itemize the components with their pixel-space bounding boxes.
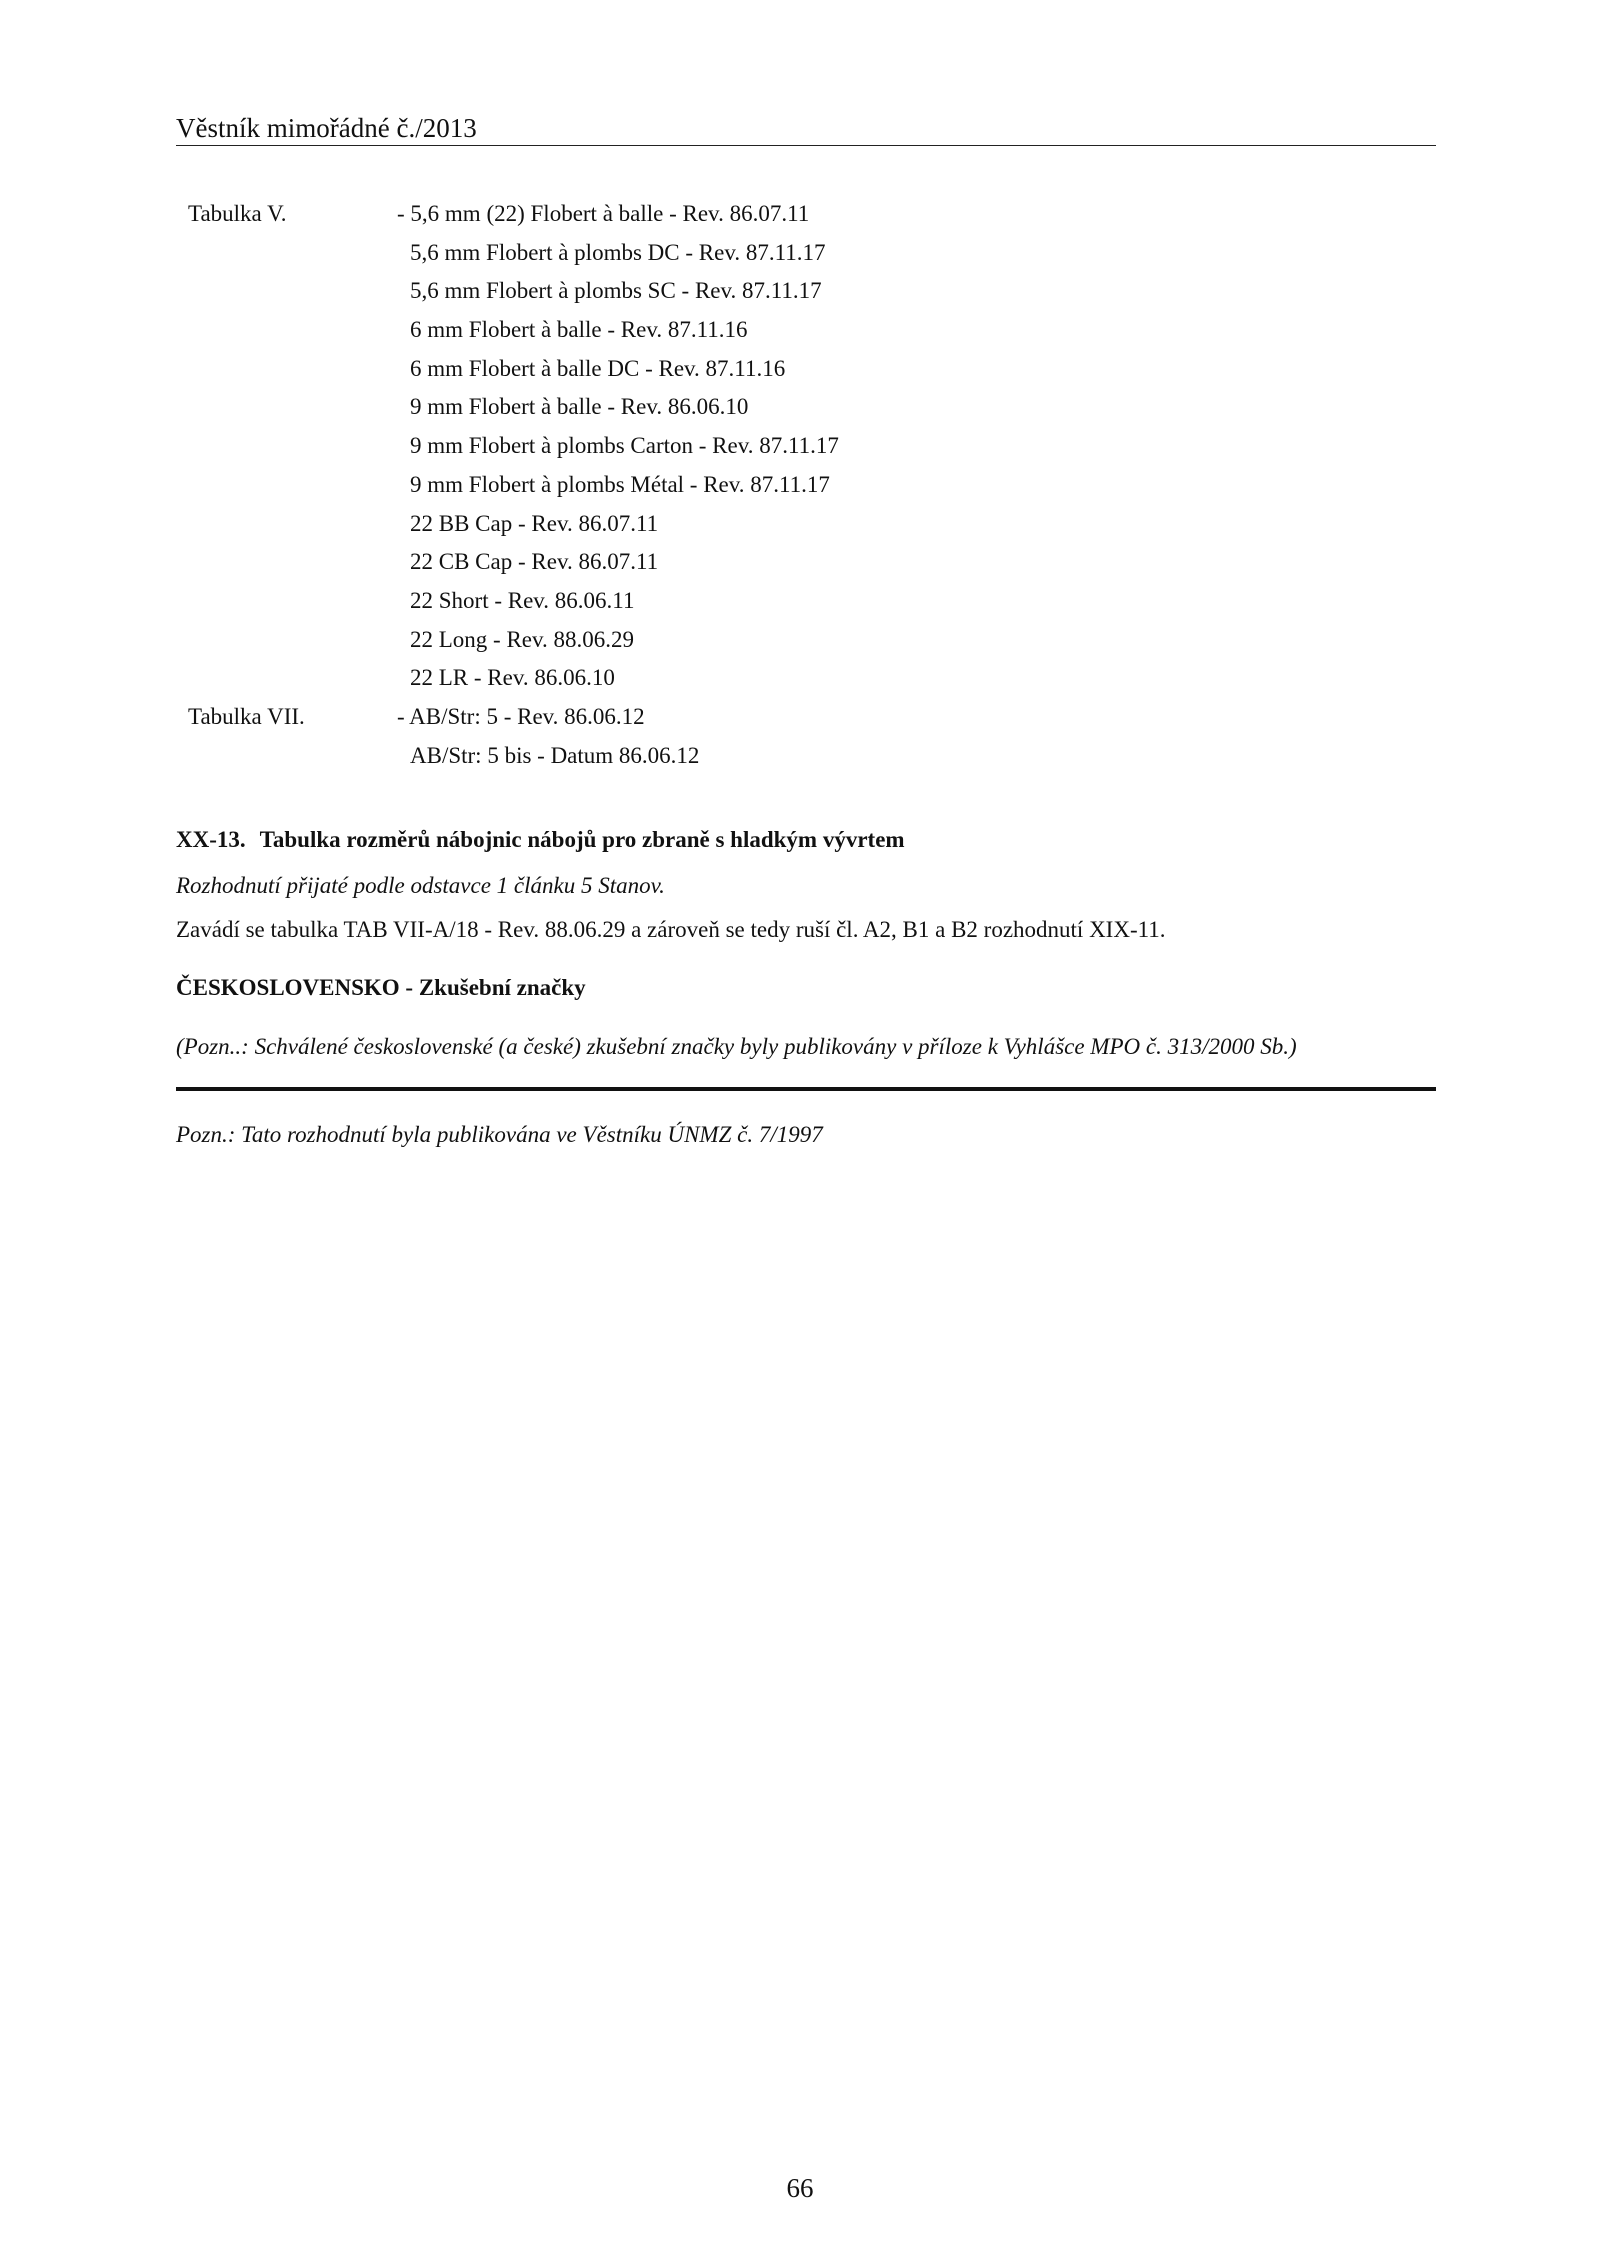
country-note: (Pozn..: Schválené československé (a české) zkušební značky byly publikovány v příloze k Vyhlášce MPO č. 313/2000 Sb.) bbox=[176, 1034, 1297, 1059]
section-title: Tabulka rozměrů nábojnic nábojů pro zbraně s hladkým vývrtem bbox=[259, 827, 905, 852]
list-item bbox=[0, 272, 1600, 311]
running-header: Věstník mimořádné č./2013 bbox=[176, 113, 477, 143]
list-item bbox=[0, 621, 1600, 660]
table-entry: 22 CB Cap - Rev. 86.07.11 bbox=[410, 549, 659, 575]
list-item bbox=[0, 466, 1600, 505]
table-list bbox=[0, 195, 1600, 775]
list-item bbox=[0, 427, 1600, 466]
table-entry: 9 mm Flobert à plombs Carton - Rev. 87.11.17 bbox=[410, 433, 839, 459]
list-item bbox=[0, 505, 1600, 544]
list-item bbox=[0, 659, 1600, 698]
table-entry: 22 BB Cap - Rev. 86.07.11 bbox=[410, 510, 659, 536]
list-item bbox=[0, 582, 1600, 621]
section-text: Zavádí se tabulka TAB VII-A/18 - Rev. 88.06.29 a zároveň se tedy ruší čl. A2, B1 a B2 rozhodnutí XIX-11. bbox=[176, 917, 1166, 942]
section-divider bbox=[176, 1087, 1436, 1091]
table-label: Tabulka VII. bbox=[188, 703, 305, 729]
list-item bbox=[0, 311, 1600, 350]
table-entry: 5,6 mm Flobert à plombs DC - Rev. 87.11.17 bbox=[410, 239, 826, 265]
table-entry: - 5,6 mm (22) Flobert à balle - Rev. 86.07.11 bbox=[397, 201, 810, 226]
header-divider bbox=[176, 145, 1436, 146]
page-number: 66 bbox=[786, 2173, 814, 2203]
decision-note: Rozhodnutí přijaté podle odstavce 1 článku 5 Stanov. bbox=[176, 873, 665, 898]
table-entry: 9 mm Flobert à balle - Rev. 86.06.10 bbox=[410, 394, 749, 420]
table-entry: 9 mm Flobert à plombs Métal - Rev. 87.11.17 bbox=[410, 471, 830, 497]
table-entry: 22 LR - Rev. 86.06.10 bbox=[410, 665, 615, 691]
section-heading bbox=[176, 824, 905, 856]
table-entry: 6 mm Flobert à balle - Rev. 87.11.16 bbox=[410, 317, 748, 343]
list-item bbox=[0, 698, 1600, 737]
table-entry: 6 mm Flobert à balle DC - Rev. 87.11.16 bbox=[410, 355, 786, 381]
list-item bbox=[0, 234, 1600, 273]
list-item bbox=[0, 543, 1600, 582]
list-item bbox=[0, 350, 1600, 389]
country-heading: ČESKOSLOVENSKO - Zkušební značky bbox=[176, 975, 586, 1000]
section-number: XX-13. bbox=[176, 827, 246, 852]
footer-note: Pozn.: Tato rozhodnutí byla publikována ve Věstníku ÚNMZ č. 7/1997 bbox=[176, 1122, 823, 1147]
list-item bbox=[0, 388, 1600, 427]
table-entry: 22 Short - Rev. 86.06.11 bbox=[410, 587, 635, 613]
table-entry: 5,6 mm Flobert à plombs SC - Rev. 87.11.17 bbox=[410, 278, 822, 304]
list-item bbox=[0, 195, 1600, 234]
table-entry: AB/Str: 5 bis - Datum 86.06.12 bbox=[410, 742, 700, 768]
table-entry: - AB/Str: 5 - Rev. 86.06.12 bbox=[397, 703, 645, 729]
table-label: Tabulka V. bbox=[188, 201, 287, 226]
table-entry: 22 Long - Rev. 88.06.29 bbox=[410, 626, 635, 652]
list-item bbox=[0, 737, 1600, 776]
